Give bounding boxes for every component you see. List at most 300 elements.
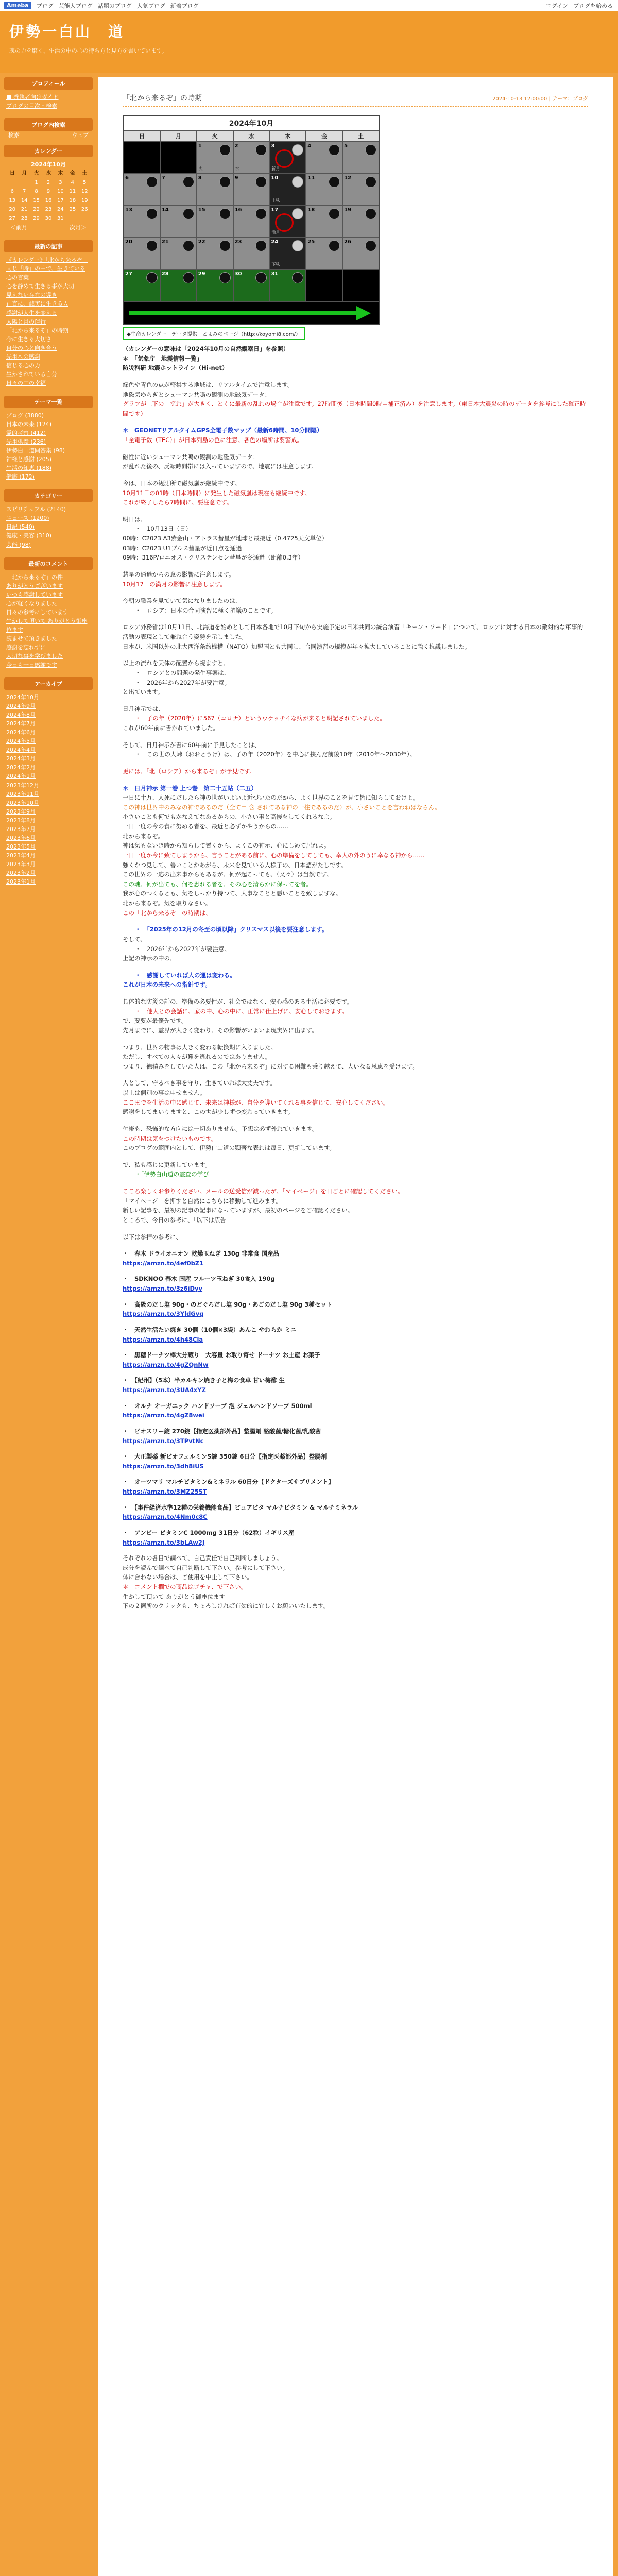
post-line: 防災科研 地震ホットライン（Hi-net） — [123, 364, 228, 372]
post-paragraph — [123, 622, 588, 651]
product-item — [123, 1452, 588, 1471]
calendar-day[interactable] — [66, 214, 78, 224]
sidebar-archive-item[interactable]: 2023年9月 — [6, 808, 36, 815]
topbar-tools — [546, 2, 618, 10]
sidebar-recent-item[interactable]: 自分の心と向き合う — [6, 344, 57, 351]
sidebar-theme-item[interactable]: 生活の知恵 (188) — [6, 465, 52, 472]
sidebar-search — [4, 118, 93, 140]
topbar-link[interactable]: 話題のブログ — [97, 2, 132, 9]
product-link[interactable]: https://amzn.to/4Nm0c8C — [123, 1513, 208, 1521]
calendar-day-number: 27 — [125, 271, 132, 277]
topbar-link[interactable]: 人気ブログ — [136, 2, 165, 9]
post-paragraph — [123, 1078, 588, 1117]
post-paragraph — [123, 515, 588, 563]
sidebar-comment-item[interactable]: 生かして頂いて ありがとう御座位ます — [6, 617, 88, 633]
closing-line: それぞれの各目で調べて、自己責任で自己判断しましょう。 — [123, 1554, 283, 1562]
calendar-cell — [269, 174, 306, 206]
calendar-day[interactable]: 5 — [83, 179, 87, 185]
product-link[interactable]: https://amzn.to/3TPvtNc — [123, 1437, 204, 1445]
post-line: 新しい記事を、最初の記事の記事になっていますが、最初のページをご確認ください。 — [123, 1207, 354, 1214]
calendar-note: 下弦 — [271, 262, 280, 267]
post-line: ＊ 「気象庁 地震情報一覧」 — [123, 354, 203, 362]
next-month-link[interactable]: 次月＞ — [70, 224, 87, 231]
closing-line: ＊ コメント欄での商品はゴチャ、で下さい。 — [123, 1583, 247, 1590]
moon-phase-icon — [292, 240, 303, 251]
calendar-day[interactable]: 30 — [45, 215, 52, 222]
calendar-day-number: 5 — [344, 143, 348, 149]
moon-phase-icon — [292, 208, 303, 219]
sidebar-category-item[interactable]: ニュース (1200) — [6, 515, 49, 522]
site-description: 魂の力を磨く、生活の中の心の持ち方と見方を書いています。 — [9, 47, 167, 54]
calendar-day-number: 2 — [234, 143, 238, 149]
post-line: 地磁気ゆらぎとシューマン共鳴の観測の地磁気データ： — [123, 391, 271, 398]
post-line: 一日に十万、人死にだしたら神の世がいよいよ近づいたのだから、よく世界のことを見て皆に知らしておけよ。 — [123, 794, 419, 802]
moon-phase-icon — [365, 208, 376, 219]
topbar-link[interactable]: 新着ブログ — [170, 2, 199, 9]
calendar-day[interactable]: 18 — [69, 197, 76, 204]
product-label: ・ オルナ オーガニック ハンドソープ 泡 ジェルハンドソープ 500ml — [123, 1402, 312, 1410]
product-item — [123, 1427, 588, 1446]
product-link[interactable]: https://amzn.to/3MZ25ST — [123, 1488, 207, 1495]
calendar-day-number: 25 — [307, 239, 315, 245]
calendar-day-number: 17 — [271, 207, 279, 213]
calendar-cell — [233, 174, 270, 206]
site-title[interactable]: 伊勢一白山 道 — [9, 23, 125, 40]
sidebar-theme-item[interactable]: 神様と感謝 (205) — [6, 456, 52, 463]
sidebar-archive-item[interactable]: 2023年8月 — [6, 817, 36, 824]
sidebar-category-item[interactable]: 日記 (540) — [6, 523, 35, 531]
product-item — [123, 1300, 588, 1319]
product-link[interactable]: https://amzn.to/4ef0bZ1 — [123, 1259, 204, 1267]
sidebar-comment-item[interactable]: 大切な事を学びました — [6, 652, 63, 659]
moon-phase-icon — [183, 208, 194, 219]
calendar-day[interactable] — [6, 178, 18, 188]
sidebar-comment-item[interactable]: 日々の参考にしています — [6, 608, 68, 616]
product-item — [123, 1477, 588, 1496]
sidebar — [4, 77, 93, 2576]
moon-phase-icon — [146, 272, 158, 283]
post-line: 先月までに、霊界が大きく変わり、その影響がいよいよ現実界に出ます。 — [123, 1026, 318, 1034]
calendar-cell — [269, 142, 306, 174]
post-paragraph — [123, 1124, 588, 1153]
calendar-day-number: 6 — [125, 175, 129, 181]
post-line: この世界の一応の出来事からもあるが、何が起こっても、（又々）は当然です。 — [123, 871, 333, 878]
post-line: ・ 2026年から2027年が要注意。 — [135, 945, 231, 953]
calendar-dow: 土 — [342, 130, 379, 142]
post-line: ・ 感謝していれば人の運は変わる。 — [135, 971, 236, 979]
sidebar-archive-item[interactable]: 2023年1月 — [6, 878, 36, 886]
calendar-day-number: 24 — [271, 239, 279, 245]
calendar-day-number: 3 — [271, 143, 275, 149]
post-paragraph — [123, 426, 588, 445]
post-line: 付帯も、恐怖的な方向には一切ありません。予想は必ず外れていきます。 — [123, 1125, 318, 1132]
calendar-day-number: 29 — [198, 271, 205, 277]
mini-calendar — [6, 169, 91, 223]
calendar-day-number: 21 — [161, 239, 169, 245]
post-paragraph — [123, 1187, 588, 1225]
product-link[interactable]: https://amzn.to/3z6iDyv — [123, 1285, 203, 1292]
calendar-day-number: 13 — [125, 207, 132, 213]
calendar-day[interactable] — [79, 214, 91, 224]
moon-phase-icon — [146, 176, 158, 188]
calendar-day[interactable]: 31 — [57, 215, 64, 222]
sidebar-archive-item[interactable]: 2023年6月 — [6, 834, 36, 841]
post-paragraph — [123, 479, 588, 507]
calendar-cell — [233, 142, 270, 174]
calendar-day[interactable]: 1 — [35, 179, 38, 185]
sidebar-recent-item[interactable]: 太陽と月の運行 — [6, 318, 46, 325]
post-line: 「全電子数（TEC）」が日本列島の色に注意。各色の場所は要警戒。 — [123, 436, 303, 444]
sidebar-archive-item[interactable]: 2024年8月 — [6, 711, 36, 719]
calendar-cell — [197, 269, 233, 301]
sidebar-recent-item[interactable]: 生かされている自分 — [6, 370, 57, 378]
post-line: 我が心のつくるとも、気をしっかり持つて、大事なことと悪いことを致しますな。 — [123, 890, 342, 897]
post-line: ・ この世の大峠（おおとうげ）は、子の年（2020年）を中心に挟んだ前後10年（2010年～2030年）。 — [135, 751, 416, 758]
prev-month-link[interactable]: ＜前月 — [10, 224, 27, 231]
calendar-day[interactable]: 12 — [81, 189, 88, 195]
post-paragraph — [123, 658, 588, 697]
post-line: 更には、「北（ロシア）から来るぞ」が予見です。 — [123, 767, 255, 775]
calendar-cell — [160, 269, 197, 301]
red-circle-mark — [275, 149, 294, 168]
post-line: 小さいことも何でもかなえてなあるからの、小さい事と高慢をしてくれるなよ。 — [123, 813, 336, 821]
calendar-cell — [269, 269, 306, 301]
sidebar-archive-item[interactable]: 2024年7月 — [6, 720, 36, 727]
calendar-day-number: 18 — [307, 207, 315, 213]
moon-phase-icon — [329, 144, 340, 156]
post-line: 具体的な防災の話の、準備の必要性が、社会ではなく、安心感のある生活に必要です。 — [123, 998, 353, 1005]
calendar-dow: 火 — [197, 130, 233, 142]
calendar-day-number: 19 — [344, 207, 352, 213]
post-line: ・ 子の年（2020年）に567（コロナ）というウケッチイな病が来ると明記されていました。 — [135, 715, 386, 722]
start-blog-link[interactable]: ブログを始める — [573, 2, 613, 9]
red-circle-mark — [275, 213, 294, 232]
sidebar-theme-item[interactable]: 日本の未来 (124) — [6, 420, 52, 428]
calendar-dow: 日 — [124, 130, 160, 142]
calendar-day-number: 22 — [198, 239, 205, 245]
moon-phase-icon — [219, 240, 231, 251]
sidebar-category-item[interactable]: スピリチュアル (2140) — [6, 506, 66, 513]
sidebar-archive-item[interactable]: 2024年3月 — [6, 755, 36, 762]
post-line: 日月神示では、 — [123, 705, 164, 713]
calendar-day[interactable]: 14 — [21, 197, 28, 204]
closing-line: 下の２箇所のクリックも、ちょろしければ有効的に宜しくお願いいたします。 — [123, 1602, 330, 1610]
product-label: ・ 天然生活たい焼き 30個（10個×3袋）あんこ やわらか ミニ — [123, 1326, 297, 1333]
calendar-dow: 火 — [33, 171, 39, 177]
moon-phase-icon — [255, 144, 267, 156]
calendar-dow: 金 — [70, 171, 75, 177]
calendar-day[interactable]: 22 — [33, 207, 40, 213]
sidebar-recent-item[interactable]: 今に生きる大切さ — [6, 335, 52, 343]
product-link[interactable]: https://amzn.to/3dh8iUS — [123, 1462, 204, 1470]
post-paragraph — [123, 740, 588, 759]
post-line: 感謝をしてまいりますと、この世が少しずつ変わっていきます。 — [123, 1108, 294, 1116]
moon-phase-icon — [365, 144, 376, 156]
calendar-cell — [342, 174, 379, 206]
sidebar-archive-item[interactable]: 2024年1月 — [6, 773, 36, 780]
calendar-cell — [306, 174, 342, 206]
calendar-day[interactable]: 9 — [46, 189, 50, 195]
moon-phase-icon — [365, 240, 376, 251]
moon-phase-icon — [292, 176, 303, 188]
moon-phase-icon — [329, 240, 340, 251]
sidebar-comment-item[interactable]: 感謝を忘れずに — [6, 643, 46, 651]
post-paragraph — [123, 767, 588, 776]
calendar-cell — [306, 238, 342, 269]
calendar-day[interactable]: 4 — [71, 179, 74, 185]
post-line: 以下は参拝の参考に、 — [123, 1233, 182, 1241]
calendar-day[interactable]: 20 — [9, 207, 16, 213]
product-item — [123, 1528, 588, 1547]
calendar-day[interactable]: 8 — [35, 189, 38, 195]
sidebar-comment-item[interactable]: 心が軽くなりました — [6, 600, 57, 607]
calendar-cell — [197, 238, 233, 269]
calendar-cell — [269, 206, 306, 238]
calendar-cell — [124, 269, 160, 301]
post-line: で、私も感じに更新しています。 — [123, 1161, 211, 1168]
moon-phase-icon — [365, 176, 376, 188]
sidebar-archive-item[interactable]: 2024年9月 — [6, 703, 36, 710]
sidebar-archive-item[interactable]: 2023年4月 — [6, 852, 36, 859]
sidebar-recent-item[interactable]: 先祖への感謝 — [6, 353, 40, 360]
post-line: 神は気もないき時から知らして置くから、よくこの神示、心にしめて居れよ。 — [123, 842, 330, 850]
moon-phase-icon — [183, 272, 194, 283]
sidebar-recent-item[interactable]: 「北から来るぞ」の時期 — [6, 327, 68, 334]
sidebar-recent-item[interactable]: 信じる心の力 — [6, 362, 40, 369]
sidebar-recent — [4, 240, 93, 391]
post-paragraph — [123, 997, 588, 1036]
post-closing — [123, 1553, 588, 1611]
post-line: つまり、徳積みをしていた人は、この「北から来るぞ」に対する困難も乗り越えて、大いなる恩恵を受けます。 — [123, 1062, 418, 1070]
sidebar-theme-item[interactable]: 霊的考察 (412) — [6, 430, 46, 437]
moon-phase-icon — [329, 176, 340, 188]
product-label: ・ 高級のだし塩 90g・のどぐろだし塩 90g・あごのだし塩 90g 3種セット — [123, 1300, 333, 1308]
calendar-day[interactable]: 25 — [69, 207, 76, 213]
product-label: ・ 大正製薬 新ビオフェルミンS錠 350錠 6日分【指定医薬部外品】整腸剤 — [123, 1453, 327, 1461]
ameba-logo[interactable]: Ameba — [4, 2, 31, 9]
sidebar-theme-item[interactable]: 伊勢白山道問答集 (98) — [6, 447, 65, 454]
calendar-cell — [342, 142, 379, 174]
moon-phase-icon — [219, 208, 231, 219]
post-line: 以上の流れを天体の配置から視ますと、 — [123, 659, 229, 667]
calendar-day[interactable]: 11 — [69, 189, 76, 195]
sidebar-comment-item[interactable]: 読ませて頂きました — [6, 635, 57, 642]
moon-phase-icon — [219, 144, 231, 156]
post-title[interactable]: 「北から来るぞ」の時期 — [123, 94, 202, 103]
post-paragraph — [123, 344, 588, 373]
calendar-day[interactable]: 13 — [9, 197, 16, 204]
sidebar-archive — [4, 677, 93, 889]
sidebar-category-item[interactable]: 芸能 (98) — [6, 541, 31, 548]
moon-phase-icon — [329, 208, 340, 219]
product-item — [123, 1401, 588, 1420]
sidebar-theme-item[interactable]: ブログ (3880) — [6, 412, 44, 419]
sidebar-recent-item[interactable]: 日々の中の幸福 — [6, 379, 46, 386]
moon-phase-icon — [146, 208, 158, 219]
sidebar-recent-item[interactable]: 心の言葉 — [6, 274, 29, 281]
post-line: 今朝の職業を見ていて気になりましたのは、 — [123, 597, 241, 605]
calendar-legend[interactable]: ◆生命カレンダー データ提供 とよみのページ（http://koyomi8.com/） — [123, 327, 305, 340]
product-link[interactable]: https://amzn.to/3YldGvq — [123, 1310, 204, 1318]
sidebar-category-item[interactable]: 健康・美容 (310) — [6, 532, 52, 539]
calendar-day-number: 15 — [198, 207, 205, 213]
sidebar-recent-item[interactable]: 正直に、誠実に生きる人 — [6, 300, 68, 308]
calendar-day[interactable]: 6 — [10, 189, 14, 195]
post-line: ＊ GEONETリアルタイムGPS全電子数マップ（最新6時間、10分間隔） — [123, 427, 323, 434]
calendar-day-number: 1 — [198, 143, 202, 149]
sidebar-archive-item[interactable]: 2024年4月 — [6, 747, 36, 754]
product-item — [123, 1325, 588, 1344]
post-paragraph — [123, 380, 588, 419]
sidebar-recent-item[interactable]: 感謝が人生を変える — [6, 309, 57, 316]
sidebar-archive-item[interactable]: 2024年2月 — [6, 764, 36, 771]
sidebar-link[interactable]: ■ 確執者向けガイド — [6, 94, 59, 100]
sidebar-theme-item[interactable]: 健康 (172) — [6, 473, 35, 481]
sidebar-comment-item[interactable]: いつも感謝しています — [6, 591, 63, 598]
product-link[interactable]: https://amzn.to/4gZ8wei — [123, 1412, 204, 1419]
calendar-day[interactable] — [18, 178, 30, 188]
calendar-day[interactable]: 28 — [21, 215, 28, 222]
sidebar-archive-item[interactable]: 2024年5月 — [6, 738, 36, 745]
calendar-day[interactable]: 23 — [45, 207, 52, 213]
calendar-day-number: 30 — [234, 271, 242, 277]
calendar-day[interactable]: 7 — [22, 189, 26, 195]
post-line: 03時：C2023 U1ブルス彗星が近日点を通過 — [123, 544, 242, 552]
sidebar-recent-item[interactable]: 見えない存在の導き — [6, 292, 57, 299]
calendar-day[interactable]: 21 — [21, 207, 28, 213]
calendar-day[interactable]: 17 — [57, 197, 64, 204]
topbar-link[interactable]: 芸能人ブログ — [58, 2, 93, 9]
sidebar-archive-item[interactable]: 2023年11月 — [6, 790, 39, 798]
product-label: ・ 【事件経済水準12種の栄養機能食品】ビュアビタ マルチビタミン & マルチミネラル — [123, 1503, 358, 1511]
calendar-cell — [342, 206, 379, 238]
calendar-cell — [233, 206, 270, 238]
sidebar-comments — [4, 557, 93, 673]
calendar-note: 新月 — [271, 166, 280, 171]
calendar-day[interactable]: 10 — [57, 189, 64, 195]
sidebar-recent-item[interactable]: 《カレンダー》「北から来るぞ」 — [6, 257, 88, 264]
post-paragraph — [123, 1232, 588, 1242]
blog-topbar — [0, 0, 618, 11]
calendar-day[interactable]: 24 — [57, 207, 64, 213]
calendar-day-number: 28 — [161, 271, 169, 277]
sidebar-archive-item[interactable]: 2024年10月 — [6, 694, 39, 701]
calendar-day-number: 8 — [198, 175, 202, 181]
calendar-note: 火 — [198, 166, 203, 171]
post-line: この「北から来るぞ」の時期は、 — [123, 909, 212, 917]
calendar-day[interactable]: 19 — [81, 197, 88, 204]
post-line: グラフが上下の「揺れ」が大きく、とくに最新の乱れの場合が注意です。27時間後（日本時間0時＝補正済み）を注意します。（東日本大震災の時のデータを参考にした確正時間です） — [123, 400, 586, 417]
product-link[interactable]: https://amzn.to/4gZQnNw — [123, 1361, 209, 1368]
calendar-day-number: 11 — [307, 175, 315, 181]
product-link[interactable]: https://amzn.to/3bLAw2J — [123, 1538, 205, 1546]
calendar-day[interactable]: 26 — [81, 207, 88, 213]
calendar-day[interactable]: 16 — [45, 197, 52, 204]
calendar-day[interactable]: 15 — [33, 197, 40, 204]
web-search-button[interactable]: ウェブ — [72, 132, 89, 139]
search-button[interactable]: 検索 — [8, 132, 20, 139]
calendar-day[interactable]: 2 — [46, 179, 50, 185]
post-line: 強くかつ見して、善いことかあがら、未来を見ている人様子の、日本語がたしです。 — [123, 861, 347, 869]
post-paragraph — [123, 570, 588, 589]
moon-phase-icon — [255, 208, 267, 219]
sidebar-comment-item[interactable]: 「北から来るぞ」の件 — [6, 573, 63, 581]
calendar-cell — [306, 142, 342, 174]
calendar-cell — [306, 206, 342, 238]
calendar-cell — [124, 142, 160, 174]
post-line: このブログの範囲内として、伊勢白山道の顕著な表れは毎日、更新しています。 — [123, 1144, 335, 1152]
product-link[interactable]: https://amzn.to/4h48Cla — [123, 1335, 203, 1343]
topbar-link[interactable]: ブログ — [36, 2, 54, 9]
calendar-day-number: 26 — [344, 239, 352, 245]
calendar-day-number: 23 — [234, 239, 242, 245]
sidebar-comment-item[interactable]: ありがとうございます — [6, 582, 63, 589]
sidebar-title: カテゴリー — [4, 489, 93, 502]
calendar-arrow — [124, 301, 379, 324]
sidebar-link[interactable]: ブログの目次・検索 — [6, 103, 57, 110]
sidebar-archive-item[interactable]: 2023年7月 — [6, 825, 36, 833]
sidebar-recent-item[interactable]: 心を静めて生きる事が大切 — [6, 283, 74, 290]
calendar-dow: 日 — [9, 171, 15, 177]
product-item — [123, 1503, 588, 1522]
post-line: 10月17日の満月の影響に注意します。 — [123, 580, 226, 588]
sidebar-archive-item[interactable]: 2023年10月 — [6, 799, 39, 806]
post-body — [123, 344, 588, 1611]
post-line: 慧星の通過からの意の影響に注意します。 — [123, 570, 235, 578]
calendar-day[interactable]: 27 — [9, 215, 16, 222]
post-line: で、要要が最優先です。 — [123, 1017, 187, 1025]
moon-phase-icon — [219, 176, 231, 188]
product-label: ・ 黒糖ドーナツ棒大分蔵り 大容量 お取り寄せ ドーナツ お土産 お菓子 — [123, 1351, 320, 1359]
sidebar-title: 最新のコメント — [4, 557, 93, 570]
sidebar-comment-item[interactable]: 今日も一日感謝です — [6, 662, 57, 669]
calendar-cell — [197, 174, 233, 206]
product-link[interactable]: https://amzn.to/3UA4xYZ — [123, 1386, 206, 1394]
sidebar-title: ブログ内検索 — [4, 118, 93, 131]
moon-calendar — [123, 115, 380, 340]
calendar-day-number: 14 — [161, 207, 169, 213]
calendar-day-number: 10 — [271, 175, 279, 181]
calendar-cell — [124, 238, 160, 269]
post-line: 北から来るぞ。 — [123, 832, 164, 840]
main-content — [98, 77, 613, 2576]
calendar-dow: 木 — [58, 171, 63, 177]
sidebar-archive-item[interactable]: 2023年3月 — [6, 860, 36, 868]
sidebar-recent-item[interactable]: 同じ「時」の中で、生きている — [6, 265, 85, 273]
product-label: ・ 春木 ドライオニオン 乾燥玉ねぎ 130g 非常食 国産品 — [123, 1250, 280, 1258]
sidebar-archive-item[interactable]: 2024年6月 — [6, 729, 36, 736]
moon-phase-icon — [255, 272, 267, 283]
calendar-cell — [306, 269, 342, 301]
calendar-note: 水 — [235, 166, 239, 171]
post-meta: 2024-10-13 12:00:00 | テーマ：ブログ — [492, 96, 588, 102]
sidebar-archive-item[interactable]: 2023年2月 — [6, 870, 36, 876]
post-line: ・「伊勢白山道の霊査の学び」 — [135, 1171, 215, 1178]
calendar-cell — [160, 174, 197, 206]
sidebar-archive-item[interactable]: 2023年5月 — [6, 843, 36, 850]
calendar-day[interactable]: 29 — [33, 215, 40, 222]
sidebar-archive-item[interactable]: 2023年12月 — [6, 782, 39, 789]
calendar-note: 満月 — [271, 230, 280, 235]
moon-phase-icon — [292, 144, 303, 156]
calendar-day-number: 9 — [234, 175, 238, 181]
post-line: 00時：C2023 A3紫金山・アトラス彗星が地球と最接近（0.4725天文単位） — [123, 535, 328, 542]
post-line: 明日は、 — [123, 515, 146, 523]
post-line: そして、 — [123, 935, 146, 943]
login-link[interactable]: ログイン — [545, 2, 568, 9]
calendar-day[interactable]: 3 — [59, 179, 62, 185]
sidebar-theme-item[interactable]: 先祖供養 (236) — [6, 438, 46, 446]
